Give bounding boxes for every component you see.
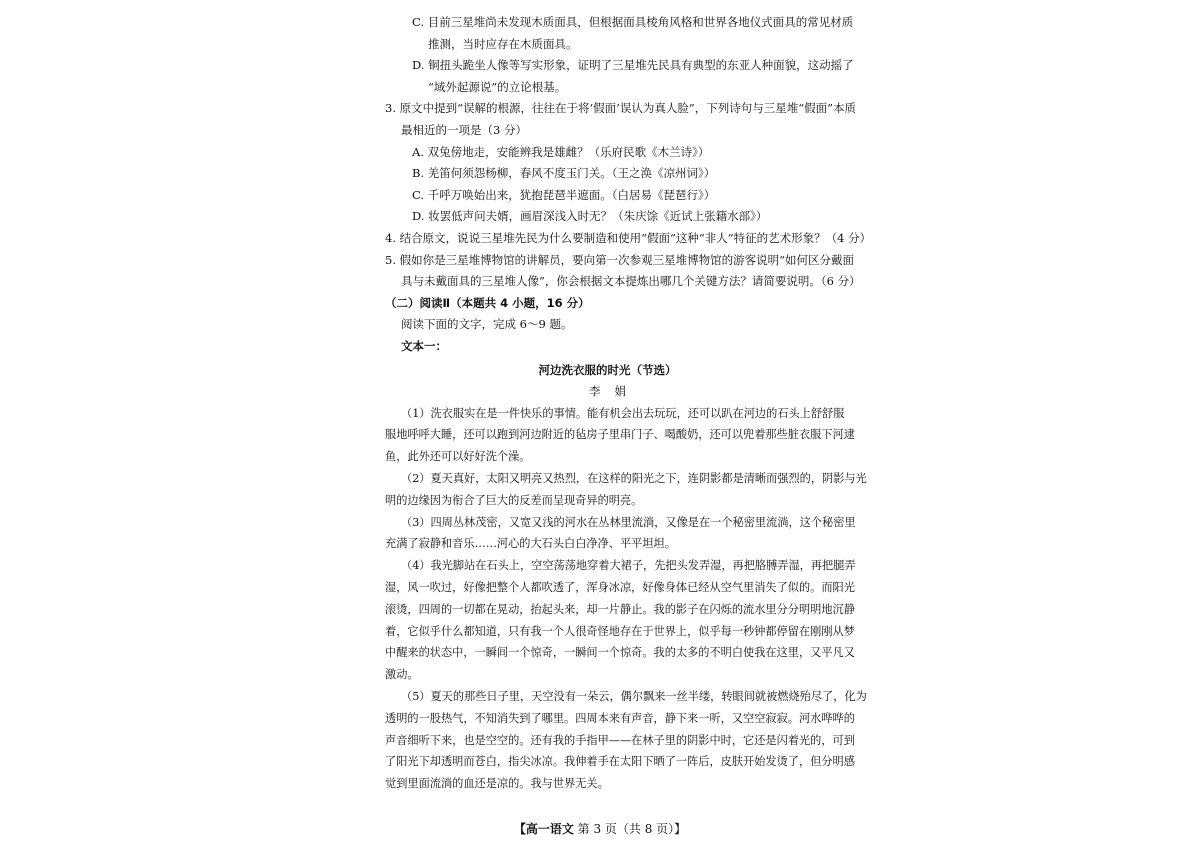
paragraph-2: [385, 468, 867, 512]
option-b: B. 羌笛何须怨杨柳，春风不度玉门关。（王之涣《凉州词》）: [412, 166, 716, 181]
option-c-prev: [385, 12, 854, 55]
text-label: 文本一：: [401, 338, 447, 353]
paragraph-line: 明的边缘因为衔合了巨大的反差而呈现奇异的明亮。: [385, 493, 643, 507]
paragraph-line: 声音细听下来，也是空空的。还有我的手指甲——在林子里的阴影中时，它还是闪着光的，可到: [385, 733, 855, 747]
question-5: [385, 250, 861, 293]
paragraph-line: （4）我光脚站在石头上，空空荡荡地穿着大裙子，先把头发弄湿，再把胳膊弄湿，再把腿弄: [401, 559, 856, 573]
question-4: 4. 结合原文，说说三星堆先民为什么要制造和使用“假面”这种“非人”特征的艺术形象？（4 分）: [385, 230, 872, 245]
paragraph-line: （3）四周丛林茂密，又宽又浅的河水在丛林里流淌，又像是在一个秘密里流淌，这个秘密里: [401, 515, 856, 529]
page-footer: [0, 820, 1200, 837]
paragraph-3: [385, 512, 856, 556]
option-c: C. 千呼万唤始出来，犹抱琵琶半遮面。（白居易《琵琶行》）: [412, 187, 716, 202]
option-line: “域外起源说”的立论根基。: [428, 79, 567, 94]
paragraph-line: 服地呼呼大睡，还可以跑到河边附近的毡房子里串门子、喝酸奶，还可以兜着那些脏衣服下河逮: [385, 428, 855, 442]
paragraph-line: 透明的一股热气，不知消失到了哪里。四周本来有声音，静下来一听，又空空寂寂。河水哗哗的: [385, 711, 855, 725]
section-heading: （二）阅读Ⅱ（本题共 4 小题，16 分）: [385, 295, 590, 310]
paragraph-line: 激动。: [385, 668, 419, 682]
question-line: 3. 原文中提到“误解的根源，往往在于将‘假面’误认为真人脸”，下列诗句与三星堆“假面”本质: [385, 101, 856, 116]
paragraph-4: [385, 555, 856, 686]
paragraph-1: [385, 403, 855, 468]
paragraph-line: 滚烫，四周的一切都在晃动，抬起头来，却一片静止。我的影子在闪烁的流水里分分明明地沉静: [385, 602, 855, 616]
option-d-prev: [385, 55, 854, 98]
option-line: C. 目前三星堆尚未发现木质面具，但根据面具棱角风格和世界各地仪式面具的常见材质: [412, 15, 854, 29]
section-instruction: 阅读下面的文字，完成 6～9 题。: [401, 317, 573, 332]
footer-subject: 【高一语文: [513, 822, 574, 836]
option-a: A. 双兔傍地走，安能辨我是雄雌？（乐府民歌《木兰诗》）: [412, 144, 710, 159]
paragraph-line: 着，它似乎什么都知道，只有我一个人很奇怪地存在于世界上，似乎每一秒钟都停留在刚刚从梦: [385, 624, 855, 638]
paragraph-line: （2）夏天真好，太阳又明亮又热烈，在这样的阳光之下，连阴影都是清晰而强烈的，阴影与光: [401, 472, 867, 486]
paragraph-line: 了阳光下却透明而苍白，指尖冰凉。我伸着手在太阳下晒了一阵后，皮肤开始发烫了，但分明感: [385, 755, 855, 769]
article-author: 李娟: [589, 384, 640, 399]
paragraph-line: 中醒来的状态中，一瞬间一个惊奇，一瞬间一个惊奇。我的太多的不明白使我在这里，又平凡又: [385, 646, 855, 660]
article-title: 河边洗衣服的时光（节选）: [538, 362, 677, 377]
paragraph-line: 湿，风一吹过，好像把整个人都吹透了，浑身冰凉，好像身体已经从空气里消失了似的。而阳光: [385, 581, 855, 595]
paragraph-5: [385, 686, 867, 795]
option-d: D. 妆罢低声问夫婿，画眉深浅入时无？（朱庆馀《近试上张籍水部》）: [412, 209, 768, 224]
question-3: [385, 98, 856, 228]
paragraph-line: （5）夏天的那些日子里，天空没有一朵云，偶尔飘来一丝半缕，转眼间就被燃烧殆尽了，化为: [401, 690, 867, 704]
question-line: 5. 假如你是三星堆博物馆的讲解员，要向第一次参观三星堆博物馆的游客说明“如何区分戴面: [385, 252, 855, 267]
footer-page-number: 第 3 页（共 8 页）】: [577, 822, 687, 836]
option-line: D. 铜扭头跪坐人像等写实形象，证明了三星堆先民具有典型的东亚人种面貌，这动摇了: [412, 58, 854, 73]
text-column: [385, 12, 872, 795]
paragraph-line: 鱼，此外还可以好好洗个澡。: [385, 450, 531, 464]
paragraph-line: （1）洗衣服实在是一件快乐的事情。能有机会出去玩玩，还可以趴在河边的石头上舒舒服: [401, 406, 845, 420]
question-line: 最相近的一项是（3 分）: [401, 122, 527, 137]
paragraph-line: 觉到里面流淌的血还是凉的。我与世界无关。: [385, 777, 609, 791]
question-line: 具与未戴面具的三星堆人像”，你会根据文本提炼出哪几个关键方法？请简要说明。（6 分）: [401, 274, 861, 289]
option-line: 推测，当时应存在木质面具。: [428, 36, 578, 51]
paragraph-line: 充满了寂静和音乐……河心的大石头白白净净、平平坦坦。: [385, 537, 676, 551]
